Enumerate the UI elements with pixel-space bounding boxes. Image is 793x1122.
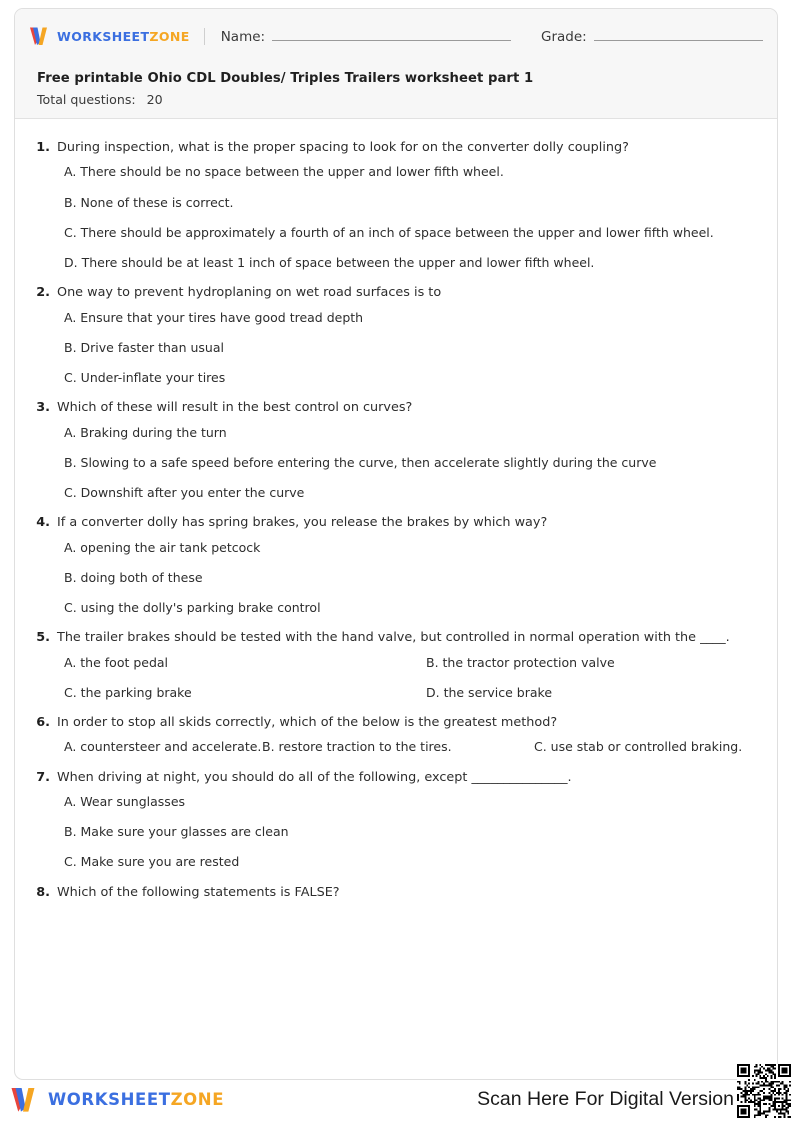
question-text: Which of the following statements is FALSE? — [57, 884, 340, 900]
answer-option[interactable]: A. opening the air tank petcock — [64, 539, 261, 555]
answer-option[interactable]: C. using the dolly's parking brake control — [64, 600, 321, 616]
question-number: 6. — [36, 715, 50, 731]
brand-wordmark-worksheet: WORKSHEET — [57, 28, 150, 44]
brand-wordmark-zone: ZONE — [149, 28, 190, 44]
question-number: 7. — [36, 769, 50, 785]
footer-wordmark-zone: ZONE — [170, 1090, 225, 1109]
question-item — [35, 629, 757, 701]
answer-option[interactable]: D. There should be at least 1 inch of space between the upper and lower fifth wheel. — [64, 255, 595, 271]
answer-option[interactable]: B. restore traction to the tires. — [262, 739, 452, 755]
question-number: 3. — [36, 400, 50, 416]
name-field-line[interactable] — [272, 27, 511, 41]
grade-field-line[interactable] — [594, 27, 763, 41]
answer-options — [64, 739, 757, 755]
footer-brand-wordmark — [48, 1090, 224, 1109]
answer-options — [64, 794, 757, 871]
header-brand-logo — [29, 26, 190, 46]
answer-option[interactable]: C. Downshift after you enter the curve — [64, 485, 305, 501]
worksheet-title: Free printable Ohio CDL Doubles/ Triples Trailers worksheet part 1 — [37, 71, 534, 86]
total-questions-value: 20 — [146, 92, 163, 107]
answer-option[interactable]: C. use stab or controlled braking. — [534, 739, 743, 755]
total-questions-line — [37, 92, 533, 107]
question-item — [35, 769, 757, 871]
question-text: The trailer brakes should be tested with the hand valve, but controlled in normal operation with the ____. — [57, 630, 730, 646]
answer-option[interactable]: B. doing both of these — [64, 569, 203, 585]
question-text: If a converter dolly has spring brakes, you release the brakes by which way? — [57, 515, 548, 531]
answer-options — [64, 540, 757, 617]
answer-option[interactable]: C. Make sure you are rested — [64, 854, 240, 870]
answer-options — [64, 425, 757, 502]
answer-options — [64, 655, 757, 702]
question-text: When driving at night, you should do all of the following, except _______________. — [57, 769, 572, 785]
answer-option[interactable]: A. the foot pedal — [64, 654, 169, 670]
footer-brand-logo — [10, 1086, 224, 1113]
worksheetzone-w-logo-icon — [29, 26, 51, 46]
question-item — [35, 284, 757, 386]
question-item — [35, 714, 757, 756]
footer-wordmark-worksheet: WORKSHEET — [48, 1090, 171, 1109]
identity-row — [29, 23, 763, 49]
answer-option[interactable]: A. Braking during the turn — [64, 424, 227, 440]
answer-option[interactable]: B. Slowing to a safe speed before entering the curve, then accelerate slightly during the curve — [64, 454, 657, 470]
answer-option[interactable]: C. the parking brake — [64, 684, 192, 700]
worksheet-footer — [0, 1082, 793, 1122]
worksheetzone-w-logo-icon — [10, 1086, 40, 1113]
question-item — [35, 514, 757, 616]
answer-option[interactable]: B. None of these is correct. — [64, 194, 234, 210]
qr-code-icon[interactable] — [737, 1064, 791, 1118]
answer-option[interactable]: D. the service brake — [426, 684, 553, 700]
answer-option[interactable]: A. There should be no space between the upper and lower fifth wheel. — [64, 164, 504, 180]
answer-option[interactable]: A. Ensure that your tires have good tread depth — [64, 309, 364, 325]
question-number: 8. — [36, 884, 50, 900]
question-header — [35, 514, 757, 531]
question-header — [35, 399, 757, 416]
answer-option[interactable]: B. the tractor protection valve — [426, 654, 615, 670]
answer-option[interactable]: C. There should be approximately a fourth of an inch of space between the upper and lower fifth wheel. — [64, 224, 714, 240]
question-header — [35, 629, 757, 646]
answer-options — [64, 310, 757, 387]
grade-field[interactable] — [541, 27, 763, 45]
answer-option[interactable]: C. Under-inflate your tires — [64, 370, 226, 386]
question-header — [35, 139, 757, 156]
header-divider — [204, 28, 205, 45]
question-text: Which of these will result in the best control on curves? — [57, 400, 413, 416]
answer-option[interactable]: A. Wear sunglasses — [64, 793, 186, 809]
question-number: 5. — [36, 630, 50, 646]
question-item — [35, 884, 757, 901]
question-item — [35, 139, 757, 271]
worksheet-header — [15, 9, 777, 119]
total-questions-label: Total questions: — [37, 92, 136, 107]
question-header — [35, 284, 757, 301]
answer-option[interactable]: A. countersteer and accelerate. — [64, 739, 262, 755]
answer-options — [64, 164, 757, 271]
question-number: 1. — [36, 140, 50, 155]
question-number: 2. — [36, 285, 50, 301]
question-text: During inspection, what is the proper spacing to look for on the converter dolly coupling? — [57, 140, 629, 155]
worksheet-card — [14, 8, 778, 1080]
brand-wordmark — [57, 29, 190, 44]
title-block — [37, 71, 533, 107]
question-header — [35, 884, 757, 901]
answer-option[interactable]: B. Drive faster than usual — [64, 339, 224, 355]
question-header — [35, 769, 757, 786]
answer-option[interactable]: B. Make sure your glasses are clean — [64, 824, 289, 840]
question-header — [35, 714, 757, 731]
question-number: 4. — [36, 515, 50, 531]
question-text: One way to prevent hydroplaning on wet road surfaces is to — [57, 285, 442, 301]
name-field[interactable] — [221, 27, 511, 45]
scan-prompt-text: Scan Here For Digital Version — [477, 1088, 734, 1110]
name-field-label: Name: — [220, 29, 266, 45]
question-item — [35, 399, 757, 501]
question-text: In order to stop all skids correctly, which of the below is the greatest method? — [57, 715, 558, 731]
grade-field-label: Grade: — [541, 29, 587, 45]
questions-list — [15, 119, 777, 901]
